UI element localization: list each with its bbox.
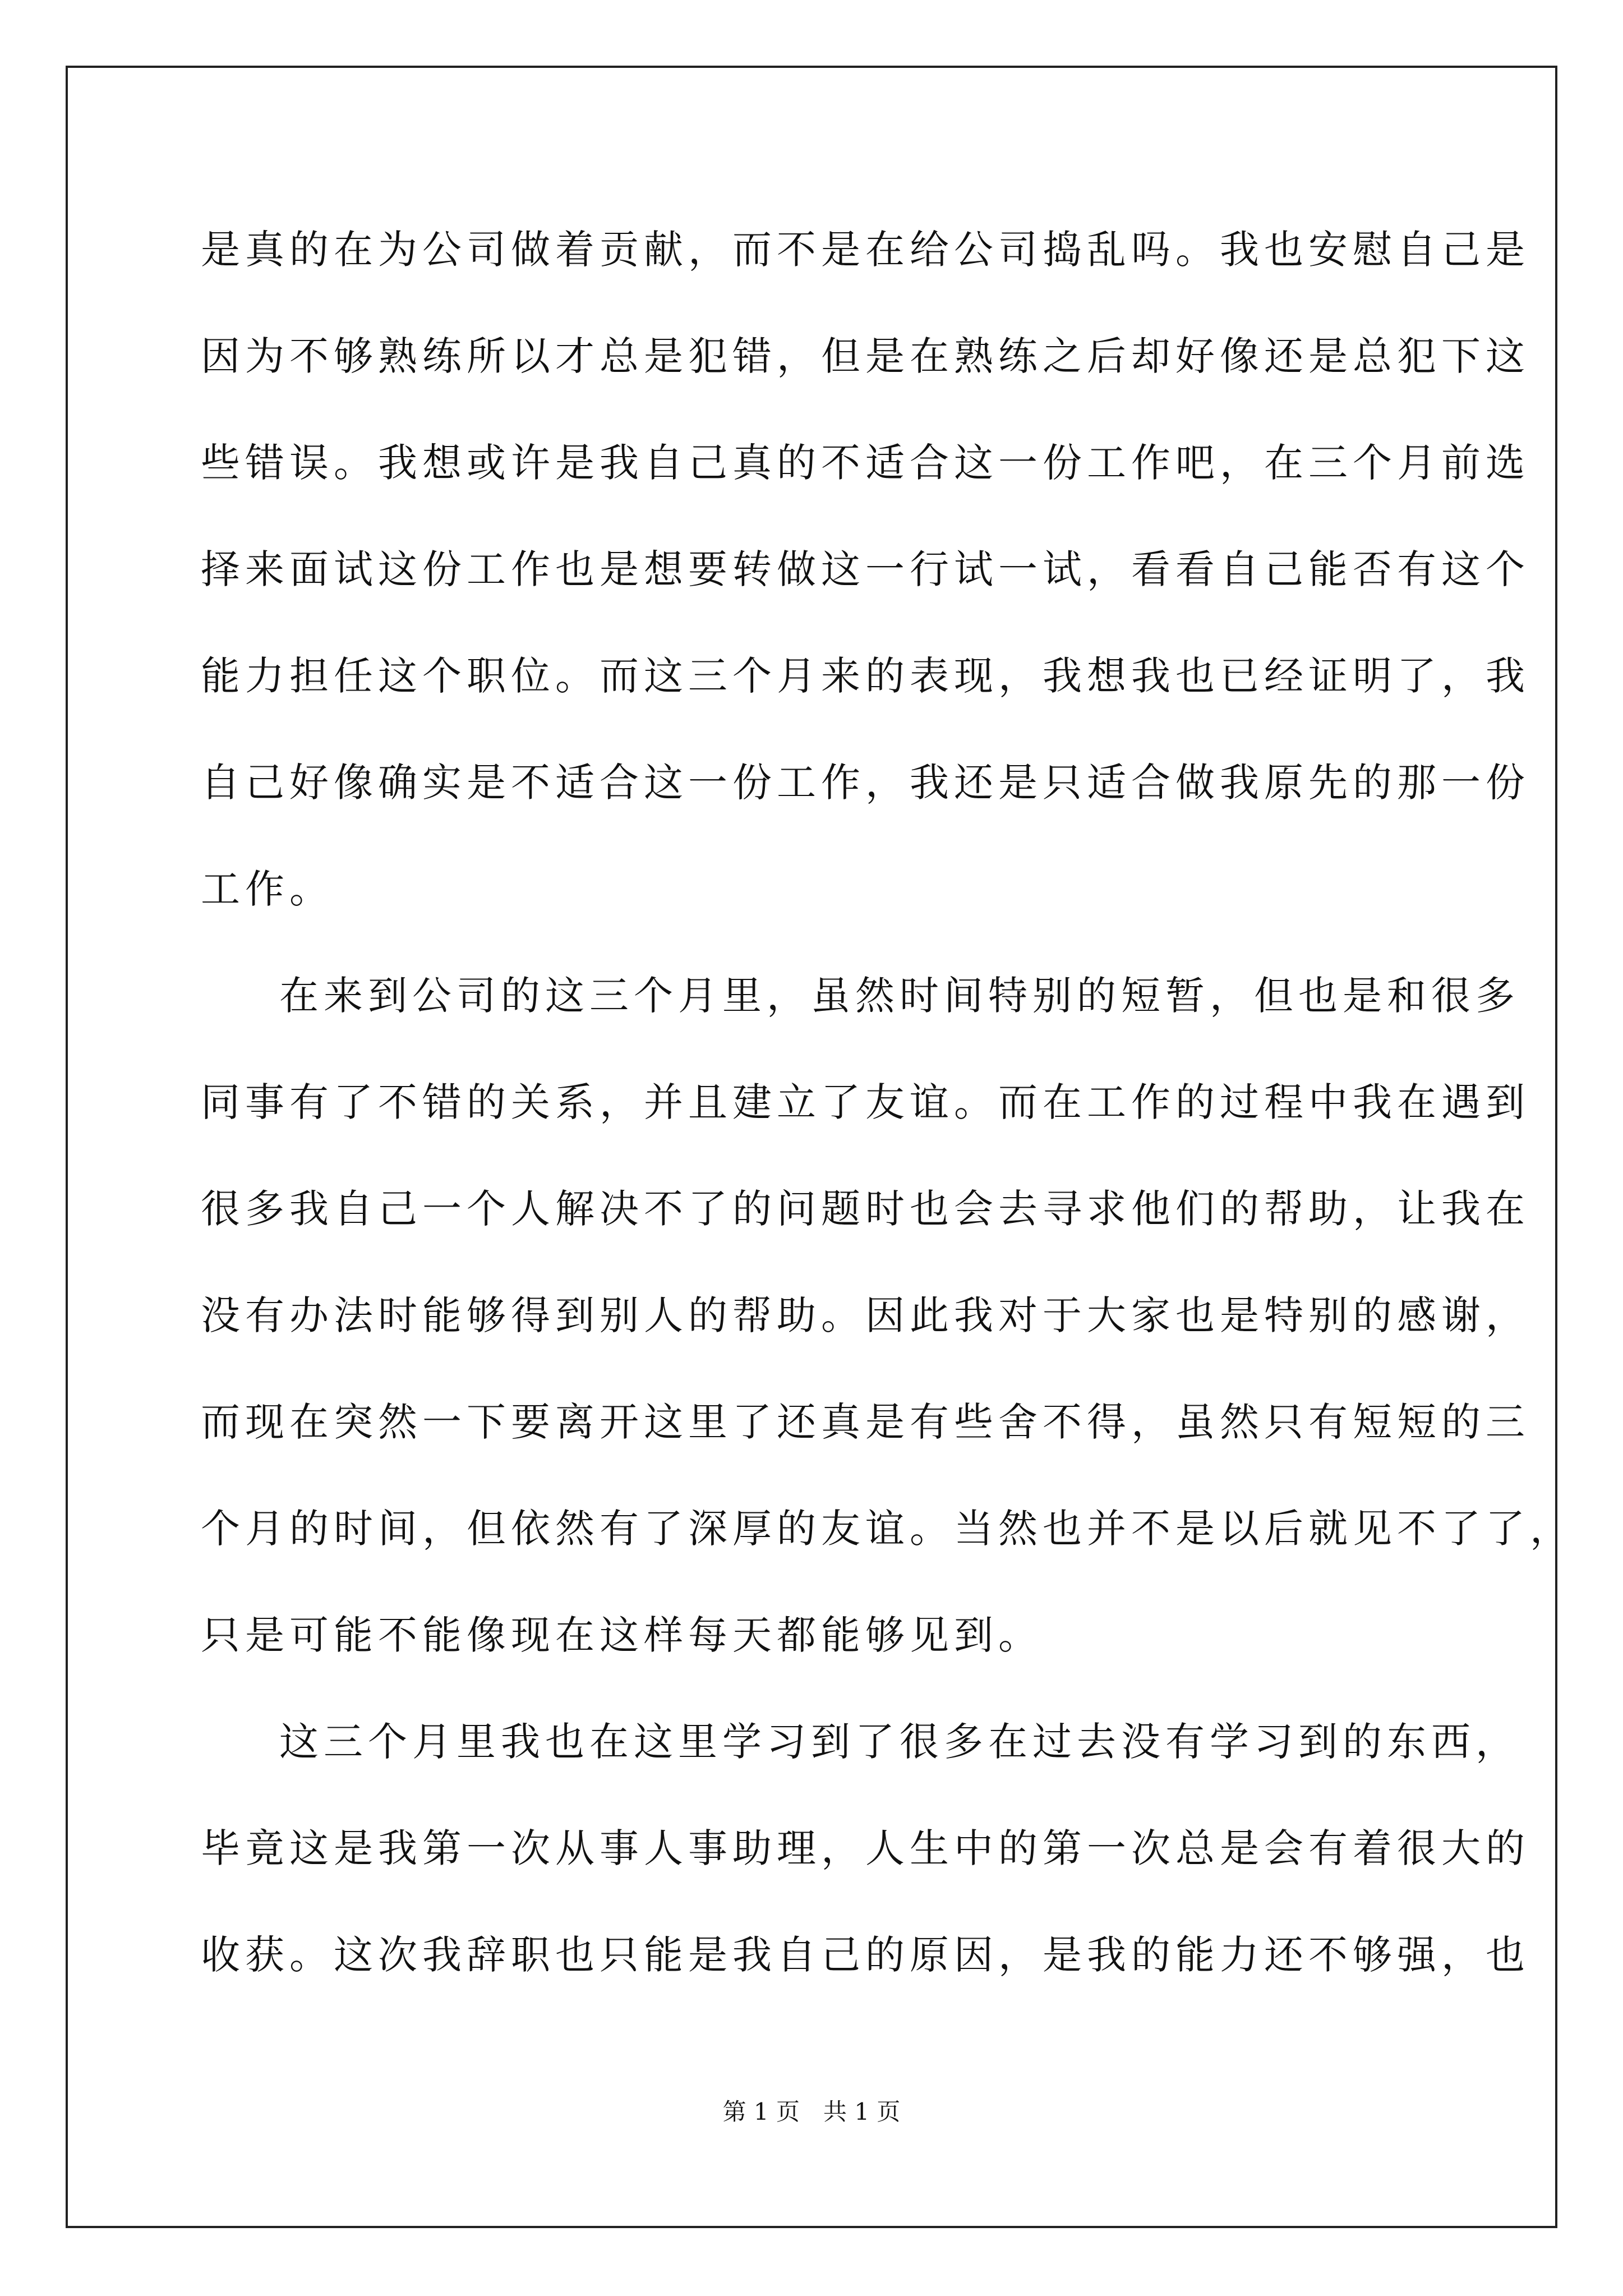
text-line: 工作。 <box>201 866 334 912</box>
page-footer: 第 1 页 共 1 页 <box>722 2098 901 2125</box>
text-line: 因为不够熟练所以才总是犯错，但是在熟练之后却好像还是总犯下这 <box>201 333 1530 379</box>
text-line: 些错误。我想或许是我自己真的不适合这一份工作吧，在三个月前选 <box>201 440 1530 486</box>
text-line: 自己好像确实是不适合这一份工作，我还是只适合做我原先的那一份 <box>201 760 1530 806</box>
text-line: 能力担任这个职位。而这三个月来的表现，我想我也已经证明了，我 <box>201 653 1530 699</box>
text-line: 收获。这次我辞职也只能是我自己的原因，是我的能力还不够强，也 <box>201 1932 1530 1978</box>
text-line: 而现在突然一下要离开这里了还真是有些舍不得，虽然只有短短的三 <box>201 1399 1530 1445</box>
paragraph-first-line: 在来到公司的这三个月里，虽然时间特别的短暂，但也是和很多 <box>279 973 1520 1019</box>
text-line: 只是可能不能像现在这样每天都能够见到。 <box>201 1612 1043 1658</box>
document-body <box>201 216 1574 2028</box>
text-line: 毕竟这是我第一次从事人事助理，人生中的第一次总是会有着很大的 <box>201 1825 1530 1871</box>
text-line: 很多我自己一个人解决不了的问题时也会去寻求他们的帮助，让我在 <box>201 1186 1530 1232</box>
text-line: 个月的时间，但依然有了深厚的友谊。当然也并不是以后就见不了了， <box>201 1506 1574 1552</box>
paragraph-first-line: 这三个月里我也在这里学习到了很多在过去没有学习到的东西， <box>279 1719 1520 1765</box>
text-line: 没有办法时能够得到别人的帮助。因此我对于大家也是特别的感谢， <box>201 1292 1530 1338</box>
text-line: 同事有了不错的关系，并且建立了友谊。而在工作的过程中我在遇到 <box>201 1079 1530 1125</box>
text-line: 择来面试这份工作也是想要转做这一行试一试，看看自己能否有这个 <box>201 546 1530 592</box>
text-line: 是真的在为公司做着贡献，而不是在给公司捣乱吗。我也安慰自己是 <box>201 227 1530 273</box>
